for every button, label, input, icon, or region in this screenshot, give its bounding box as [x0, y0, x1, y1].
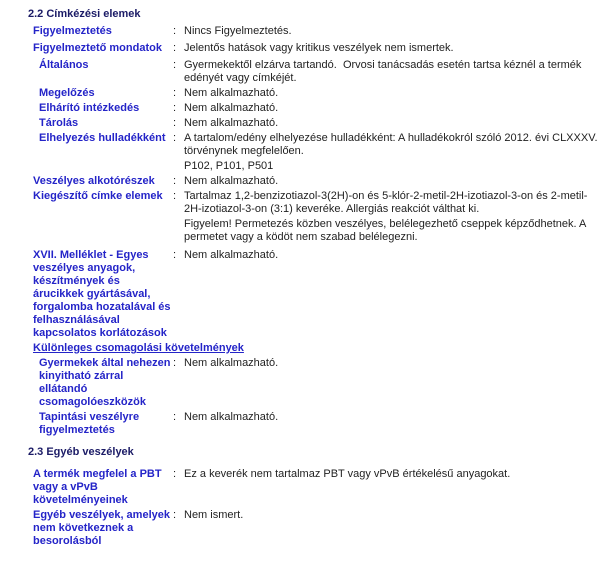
- section-heading: 2.3 Egyéb veszélyek: [28, 446, 134, 458]
- field-label: Elhárító intézkedés: [39, 102, 140, 114]
- colon-separator: :: [173, 411, 177, 423]
- section-heading: 2.2 Címkézési elemek: [28, 8, 141, 20]
- field-value: [184, 117, 602, 130]
- field-label: Egyéb veszélyek, amelyek nem következnek a besorolásból: [33, 509, 170, 547]
- field-label: Veszélyes alkotórészek: [33, 175, 155, 187]
- field-row: [28, 468, 602, 507]
- value-paragraph: Nem alkalmazható.: [184, 117, 279, 129]
- field-row: [28, 357, 602, 409]
- colon-separator: :: [173, 190, 177, 202]
- value-paragraph: Gyermekektől elzárva tartandó. Orvosi tanácsadás esetén tartsa kéznél a termék edényét vagy címkéjét.: [184, 59, 585, 84]
- colon-separator: :: [173, 25, 177, 37]
- value-paragraph: Nem alkalmazható.: [184, 102, 279, 114]
- colon-separator: :: [173, 249, 177, 261]
- colon-separator: :: [173, 357, 177, 369]
- value-paragraph: Nem alkalmazható.: [184, 411, 279, 423]
- colon-separator: :: [173, 132, 177, 144]
- colon-separator: :: [173, 42, 177, 54]
- field-label: Elhelyezés hulladékként: [39, 132, 166, 144]
- field-row: [28, 175, 602, 188]
- field-label: A termék megfelel a PBT vagy a vPvB követelményeinek: [33, 468, 162, 506]
- colon-separator: :: [173, 468, 177, 480]
- value-paragraph: P102, P101, P501: [184, 160, 274, 172]
- field-row: [28, 411, 602, 437]
- field-row: [28, 25, 602, 38]
- special-packaging-subheading: Különleges csomagolási követelmények: [33, 342, 244, 354]
- value-paragraph: Figyelem! Permetezés közben veszélyes, belélegezhető cseppek képződhetnek. A permetet vagy a ködöt nem szabad belélegezni.: [184, 218, 589, 243]
- colon-separator: :: [173, 59, 177, 71]
- field-row: [28, 132, 602, 173]
- field-row: [28, 42, 602, 55]
- colon-separator: :: [173, 102, 177, 114]
- field-row: [28, 249, 602, 340]
- field-label: Gyermekek által nehezen kinyitható zárral ellátandó csomagolóeszközök: [39, 357, 171, 408]
- field-value: [184, 249, 602, 262]
- field-value: [184, 357, 602, 370]
- field-value: [184, 25, 602, 38]
- field-label: Figyelmeztető mondatok: [33, 42, 162, 54]
- field-label: Tapintási veszélyre figyelmeztetés: [39, 411, 140, 436]
- value-paragraph: Tartalmaz 1,2-benzizotiazol-3(2H)-on és 5-klór-2-metil-2H-izotiazol-3-on és 2-metil-2H-izotiazol-3-on (3:1) keveréke. Allergiás reakciót válthat ki.: [184, 190, 588, 215]
- field-value: [184, 102, 602, 115]
- value-paragraph: Nem alkalmazható.: [184, 175, 279, 187]
- value-paragraph: Jelentős hatások vagy kritikus veszélyek nem ismertek.: [184, 42, 454, 54]
- field-value: [184, 132, 602, 173]
- field-row: [28, 190, 602, 244]
- field-label: Figyelmeztetés: [33, 25, 112, 37]
- field-row: [28, 509, 602, 548]
- colon-separator: :: [173, 117, 177, 129]
- value-paragraph: Nem alkalmazható.: [184, 249, 279, 261]
- field-label: Megelőzés: [39, 87, 95, 99]
- field-row: [28, 59, 602, 85]
- value-paragraph: A tartalom/edény elhelyezése hulladékként: A hulladékokról szóló 2012. évi CLXXXV. törvénynek megfelelően.: [184, 132, 601, 157]
- field-label: Általános: [39, 59, 89, 71]
- colon-separator: :: [173, 175, 177, 187]
- value-paragraph: Ez a keverék nem tartalmaz PBT vagy vPvB értékelésű anyagokat.: [184, 468, 511, 480]
- field-label: Kiegészítő címke elemek: [33, 190, 163, 202]
- colon-separator: :: [173, 509, 177, 521]
- field-label: XVII. Melléklet - Egyes veszélyes anyagok, készítmények és árucikkek gyártásával, forgalomba hozatalával és felhasználásával kapcsolatos korlátozások: [33, 249, 171, 339]
- field-value: [184, 190, 602, 244]
- field-value: [184, 42, 602, 55]
- value-paragraph: Nem ismert.: [184, 509, 244, 521]
- field-row: [28, 117, 602, 130]
- field-row: [28, 87, 602, 100]
- value-paragraph: Nem alkalmazható.: [184, 87, 279, 99]
- field-value: [184, 509, 602, 522]
- value-paragraph: Nem alkalmazható.: [184, 357, 279, 369]
- field-label: Tárolás: [39, 117, 79, 129]
- field-row: [28, 102, 602, 115]
- field-value: [184, 59, 602, 85]
- field-value: [184, 468, 602, 481]
- field-value: [184, 411, 602, 424]
- colon-separator: :: [173, 87, 177, 99]
- field-value: [184, 175, 602, 188]
- field-value: [184, 87, 602, 100]
- value-paragraph: Nincs Figyelmeztetés.: [184, 25, 292, 37]
